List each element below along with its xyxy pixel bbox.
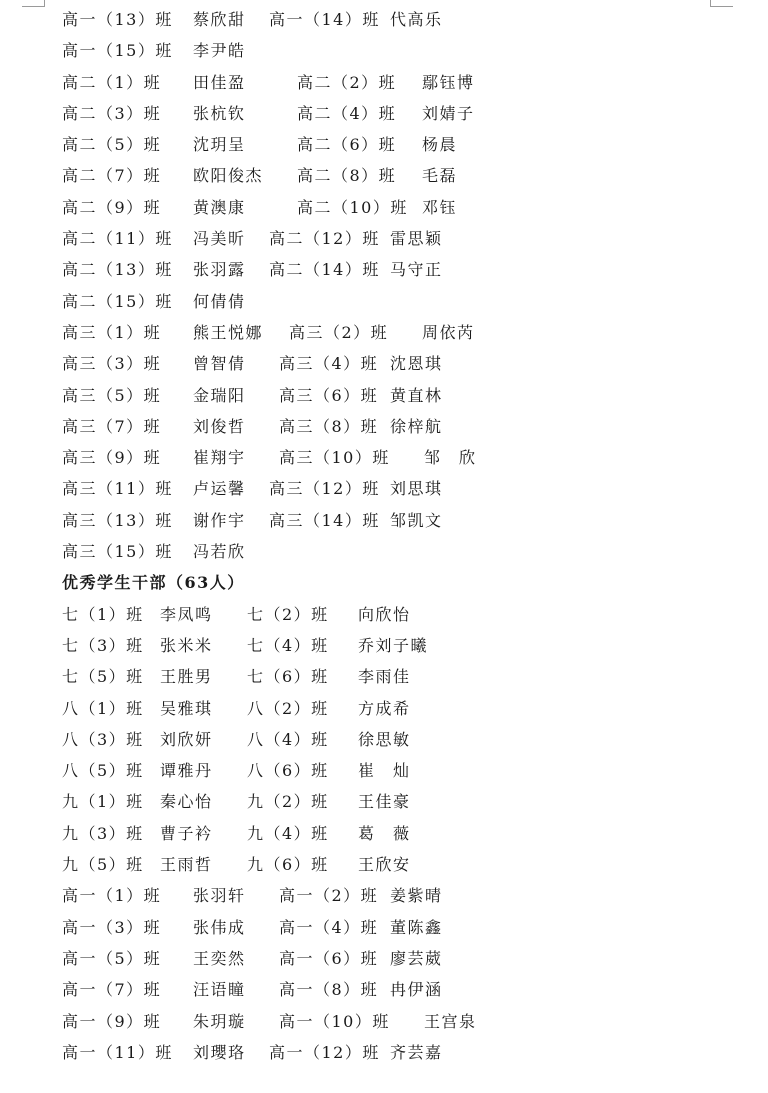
- list-row: [62, 160, 742, 191]
- student-name: 何倩倩: [193, 291, 246, 311]
- student-name: 卢运馨: [193, 479, 246, 499]
- student-name: 李凤鸣: [160, 604, 213, 624]
- class-label: 七（4）班: [247, 635, 329, 655]
- class-label: 九（6）班: [247, 855, 329, 875]
- list-row: [62, 630, 742, 661]
- list-row: [62, 317, 742, 348]
- student-name: 雷思颖: [390, 229, 443, 249]
- student-name: 崔翔宇: [193, 448, 246, 468]
- student-name: 沈恩琪: [390, 354, 443, 374]
- list-row: [62, 1037, 742, 1068]
- list-row: [62, 599, 742, 630]
- student-name: 邹凯文: [390, 510, 443, 530]
- class-label: 高三（6）班: [279, 385, 379, 405]
- student-name: 刘俊哲: [193, 416, 246, 436]
- class-label: 高二（7）班: [62, 166, 162, 186]
- class-label: 高一（11）班: [62, 1042, 173, 1062]
- class-label: 高三（12）班: [269, 479, 380, 499]
- class-label: 高二（2）班: [297, 72, 397, 92]
- class-label: 高二（12）班: [269, 229, 380, 249]
- class-label: 高三（4）班: [279, 354, 379, 374]
- class-label: 七（3）班: [62, 635, 144, 655]
- list-row: [62, 129, 742, 160]
- list-row: [62, 35, 742, 66]
- student-name: 刘思琪: [390, 479, 443, 499]
- student-name: 汪语瞳: [193, 980, 246, 1000]
- class-label: 高三（3）班: [62, 354, 162, 374]
- student-name: 廖芸葳: [390, 948, 443, 968]
- student-name: 王欣安: [358, 855, 411, 875]
- student-name: 马守正: [390, 260, 443, 280]
- student-name: 方成希: [358, 698, 411, 718]
- student-name: 姜紫晴: [390, 886, 443, 906]
- student-name: 王雨哲: [160, 855, 213, 875]
- class-label: 高三（10）班: [279, 448, 390, 468]
- list-row: [62, 974, 742, 1005]
- student-name: 周依芮: [422, 322, 475, 342]
- list-row: [62, 254, 742, 285]
- student-name: 邹 欣: [424, 448, 477, 468]
- class-label: 高三（9）班: [62, 448, 162, 468]
- list-row: [62, 223, 742, 254]
- class-label: 八（6）班: [247, 761, 329, 781]
- class-label: 高一（2）班: [279, 886, 379, 906]
- class-label: 高三（5）班: [62, 385, 162, 405]
- class-label: 九（1）班: [62, 792, 144, 812]
- section-heading: 优秀学生干部（63人）: [62, 573, 245, 593]
- list-row: [62, 693, 742, 724]
- list-row: [62, 348, 742, 379]
- class-label: 高三（11）班: [62, 479, 173, 499]
- student-name: 冯美昕: [193, 229, 246, 249]
- list-row: [62, 286, 742, 317]
- student-name: 张羽露: [193, 260, 246, 280]
- class-label: 高一（8）班: [279, 980, 379, 1000]
- class-label: 七（6）班: [247, 667, 329, 687]
- list-row: [62, 98, 742, 129]
- student-name: 田佳盈: [193, 72, 246, 92]
- student-name: 崔 灿: [358, 761, 411, 781]
- class-label: 高三（13）班: [62, 510, 173, 530]
- student-name: 葛 薇: [358, 823, 411, 843]
- student-name: 黄澳康: [193, 197, 246, 217]
- list-row: [62, 442, 742, 473]
- student-name: 董陈鑫: [390, 917, 443, 937]
- class-label: 高二（14）班: [269, 260, 380, 280]
- student-name: 张羽轩: [193, 886, 246, 906]
- list-row: [62, 473, 742, 504]
- class-label: 高二（1）班: [62, 72, 162, 92]
- class-label: 八（2）班: [247, 698, 329, 718]
- student-name: 乔刘子曦: [358, 635, 429, 655]
- class-label: 高三（14）班: [269, 510, 380, 530]
- list-row: [62, 943, 742, 974]
- student-name: 齐芸嘉: [390, 1042, 443, 1062]
- class-label: 八（1）班: [62, 698, 144, 718]
- class-label: 高一（9）班: [62, 1011, 162, 1031]
- student-name: 张伟成: [193, 917, 246, 937]
- student-name: 毛磊: [422, 166, 458, 186]
- student-name: 向欣怡: [358, 604, 411, 624]
- student-name: 王宫泉: [424, 1011, 477, 1031]
- student-name: 王胜男: [160, 667, 213, 687]
- class-label: 高一（12）班: [269, 1042, 380, 1062]
- section-heading-row: [62, 567, 742, 598]
- student-name: 杨晨: [422, 135, 458, 155]
- class-label: 高三（7）班: [62, 416, 162, 436]
- student-name: 刘欣妍: [160, 729, 213, 749]
- class-label: 高一（15）班: [62, 41, 173, 61]
- student-name: 张米米: [160, 635, 213, 655]
- student-name: 沈玥呈: [193, 135, 246, 155]
- student-name: 徐梓航: [390, 416, 443, 436]
- class-label: 高一（14）班: [269, 10, 380, 29]
- student-name: 谭雅丹: [160, 761, 213, 781]
- student-name: 金瑞阳: [193, 385, 246, 405]
- class-label: 八（4）班: [247, 729, 329, 749]
- list-row: [62, 505, 742, 536]
- list-row: [62, 880, 742, 911]
- student-name: 李雨佳: [358, 667, 411, 687]
- class-label: 九（5）班: [62, 855, 144, 875]
- class-label: 高二（8）班: [297, 166, 397, 186]
- student-name: 黄直林: [390, 385, 443, 405]
- class-label: 高三（15）班: [62, 542, 173, 562]
- student-name: 曹子衿: [160, 823, 213, 843]
- class-label: 高二（6）班: [297, 135, 397, 155]
- class-label: 高一（5）班: [62, 948, 162, 968]
- list-row: [62, 661, 742, 692]
- student-name: 秦心怡: [160, 792, 213, 812]
- class-label: 九（3）班: [62, 823, 144, 843]
- student-name: 冉伊涵: [390, 980, 443, 1000]
- student-name: 李尹皓: [193, 41, 246, 61]
- class-label: 高一（4）班: [279, 917, 379, 937]
- class-label: 高一（6）班: [279, 948, 379, 968]
- class-label: 七（1）班: [62, 604, 144, 624]
- list-row: [62, 818, 742, 849]
- class-label: 高三（8）班: [279, 416, 379, 436]
- class-label: 高一（3）班: [62, 917, 162, 937]
- list-row: [62, 724, 742, 755]
- student-name: 张杭钦: [193, 103, 246, 123]
- class-label: 高三（2）班: [289, 322, 389, 342]
- class-label: 高二（3）班: [62, 103, 162, 123]
- class-label: 九（4）班: [247, 823, 329, 843]
- class-label: 八（3）班: [62, 729, 144, 749]
- student-name: 鄢钰博: [422, 72, 475, 92]
- class-label: 高二（11）班: [62, 229, 173, 249]
- student-name: 刘婧子: [422, 103, 475, 123]
- class-label: 高一（7）班: [62, 980, 162, 1000]
- class-label: 七（2）班: [247, 604, 329, 624]
- student-name: 朱玥璇: [193, 1011, 246, 1031]
- list-row: [62, 192, 742, 223]
- student-name: 王佳豪: [358, 792, 411, 812]
- class-label: 高二（5）班: [62, 135, 162, 155]
- class-label: 八（5）班: [62, 761, 144, 781]
- student-name: 熊王悦娜: [193, 322, 264, 342]
- student-name: 王奕然: [193, 948, 246, 968]
- list-row: [62, 380, 742, 411]
- page-corner-mark-left: [22, 0, 45, 7]
- class-label: 高三（1）班: [62, 322, 162, 342]
- class-label: 高一（10）班: [279, 1011, 390, 1031]
- document-body: [62, 4, 742, 1068]
- list-row: [62, 67, 742, 98]
- class-label: 高一（1）班: [62, 886, 162, 906]
- list-row: [62, 1006, 742, 1037]
- class-label: 九（2）班: [247, 792, 329, 812]
- list-row: [62, 536, 742, 567]
- student-name: 吴雅琪: [160, 698, 213, 718]
- student-name: 冯若欣: [193, 542, 246, 562]
- class-label: 高二（9）班: [62, 197, 162, 217]
- class-label: 高二（10）班: [297, 197, 408, 217]
- student-name: 刘瓔珞: [193, 1042, 246, 1062]
- list-row: [62, 849, 742, 880]
- class-label: 高一（13）班: [62, 10, 173, 29]
- list-row: [62, 755, 742, 786]
- list-row: [62, 411, 742, 442]
- student-name: 蔡欣甜: [193, 10, 246, 29]
- class-label: 高二（15）班: [62, 291, 173, 311]
- class-label: 七（5）班: [62, 667, 144, 687]
- list-row: [62, 786, 742, 817]
- class-label: 高二（4）班: [297, 103, 397, 123]
- class-label: 高二（13）班: [62, 260, 173, 280]
- student-name: 欧阳俊杰: [193, 166, 264, 186]
- student-name: 谢作宇: [193, 510, 246, 530]
- student-name: 邓钰: [422, 197, 458, 217]
- student-name: 曾智倩: [193, 354, 246, 374]
- list-row: [62, 912, 742, 943]
- list-row: [62, 4, 742, 35]
- student-name: 徐思敏: [358, 729, 411, 749]
- student-name: 代高乐: [390, 10, 443, 29]
